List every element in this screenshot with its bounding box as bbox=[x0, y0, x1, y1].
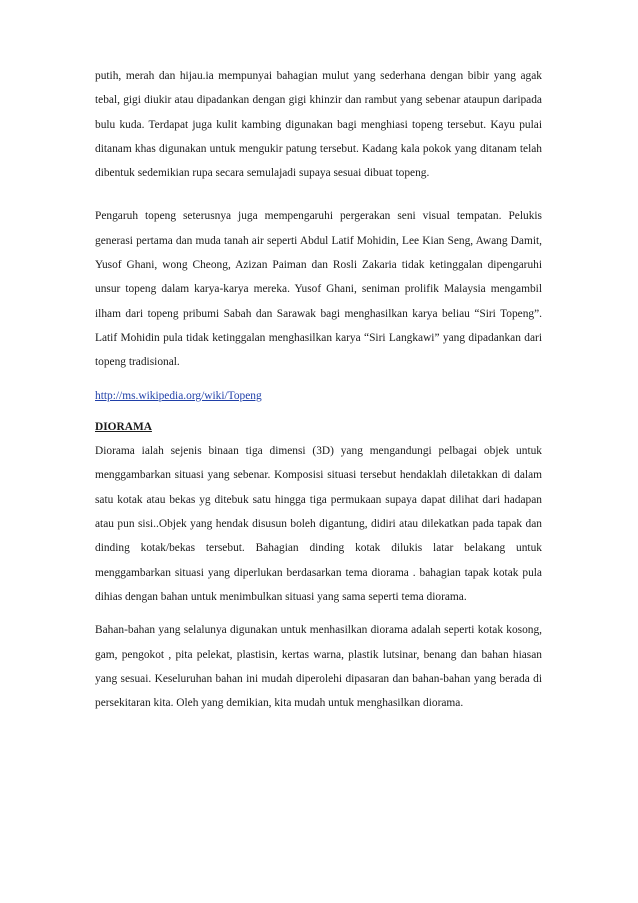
paragraph-spacer bbox=[95, 375, 542, 384]
document-page bbox=[95, 64, 542, 715]
section-heading-diorama: DIORAMA bbox=[95, 420, 152, 433]
paragraph-diorama-materials: Bahan-bahan yang selalunya digunakan untuk menhasilkan diorama adalah seperti kotak kosong, gam, pengokot , pita pelekat, plastisin, kertas warna, plastik lutsinar, benang dan bahan hiasan yang sesuai. Keseluruhan bahan ini mudah diperolehi dipasaran dan bahan-bahan yang berada di persekitaran kita. Oleh yang demikian, kita mudah untuk menghasilkan diorama. bbox=[95, 624, 542, 710]
paragraph-spacer bbox=[95, 609, 542, 618]
paragraph-spacer bbox=[95, 408, 542, 415]
wikipedia-link[interactable]: http://ms.wikipedia.org/wiki/Topeng bbox=[95, 389, 262, 402]
paragraph-spacer bbox=[95, 185, 542, 204]
paragraph-topeng-making: putih, merah dan hijau.ia mempunyai bahagian mulut yang sederhana dengan bibir yang agak tebal, gigi diukir atau dipadankan dengan gigi khinzir dan rambut yang sebenar ataupun daripada bulu kuda. Terdapat juga kulit kambing digunakan bagi menghiasi topeng tersebut. Kayu pulai ditanam khas digunakan untuk mengukir patung tersebut. Kadang kala pokok yang ditanam telah dibentuk sedemikian rupa secara semulajadi supaya sesuai dibuat topeng. bbox=[95, 70, 542, 180]
paragraph-diorama-definition: Diorama ialah sejenis binaan tiga dimensi (3D) yang mengandungi pelbagai objek untuk menggambarkan situasi yang sebenar. Komposisi situasi tersebut hendaklah diletakkan di dalam satu kotak atau bekas yg ditebuk satu hingga tiga permukaan supaya dapat dilihat dari hadapan atau pun sisi..Objek yang hendak disusun boleh digantung, didiri atau dilekatkan pada tapak dan dinding kotak/bekas tersebut. Bahagian dinding kotak dilukis latar belakang untuk menggambarkan situasi yang diperlukan berdasarkan tema diorama . bahagian tapak kotak pula dihias dengan bahan untuk menimbulkan situasi yang sama seperti tema diorama. bbox=[95, 445, 542, 603]
paragraph-topeng-influence: Pengaruh topeng seterusnya juga mempengaruhi pergerakan seni visual tempatan. Pelukis generasi pertama dan muda tanah air seperti Abdul Latif Mohidin, Lee Kian Seng, Awang Damit, Yusof Ghani, wong Cheong, Azizan Paiman dan Rosli Zakaria tidak ketinggalan dipengaruhi unsur topeng dalam karya-karya mereka. Yusof Ghani, seniman prolifik Malaysia mengambil ilham dari topeng pribumi Sabah dan Sarawak bagi menghasilkan karya beliau “Siri Topeng”. Latif Mohidin pula tidak ketinggalan menghasilkan karya “Siri Langkawi” yang dipadankan dari topeng tradisional. bbox=[95, 210, 542, 369]
